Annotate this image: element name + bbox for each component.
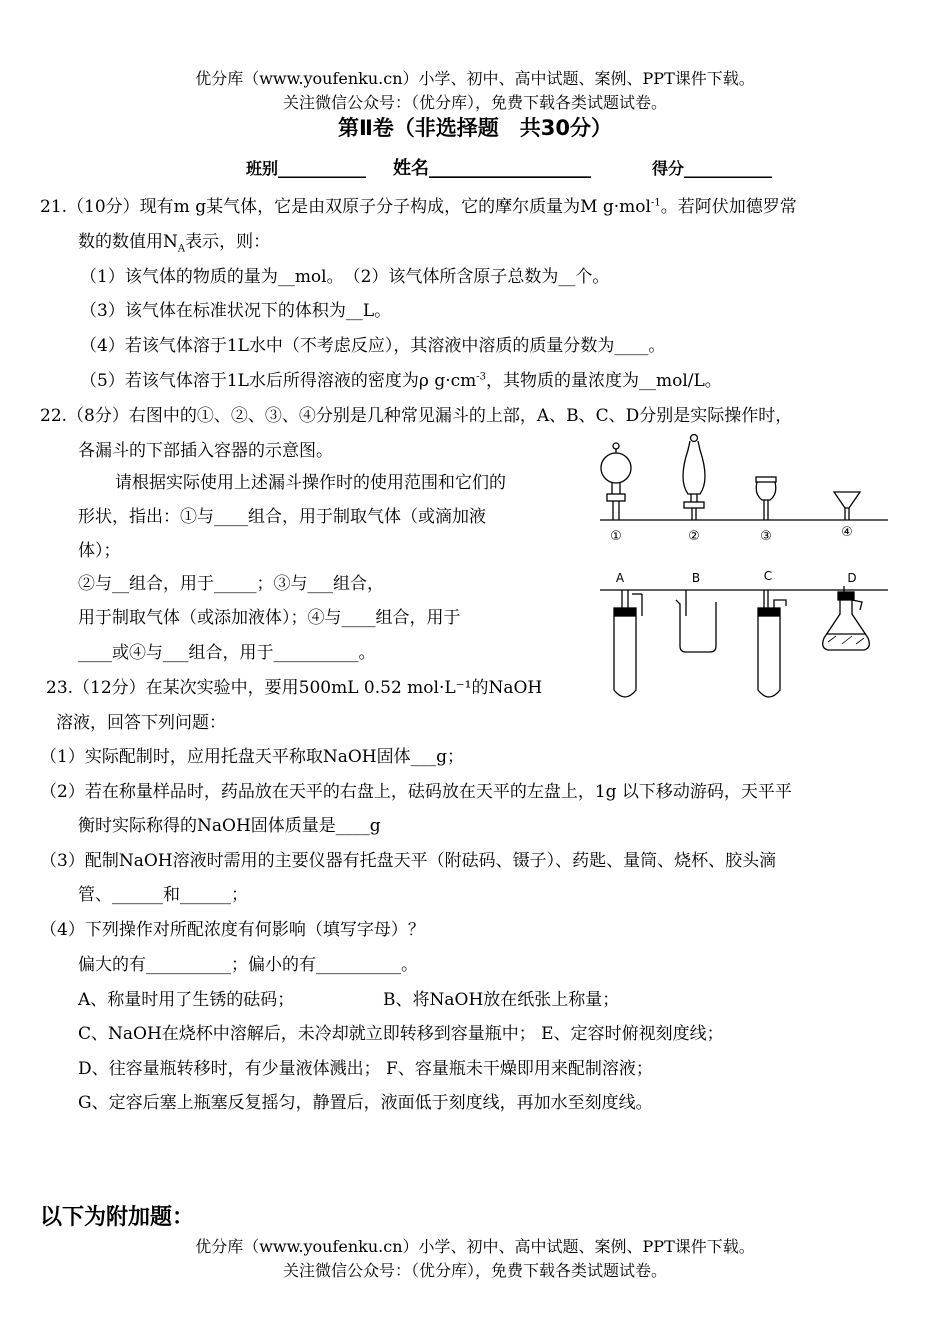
q23-part3: （3）配制NaOH溶液时需用的主要仪器有托盘天平（附砝码、镊子）、药匙、量筒、烧杯、胶头滴 [40,851,777,871]
funnel-3-icon [756,477,776,520]
funnel-label-4: ④ [841,525,853,540]
funnel-2-icon [683,435,705,521]
funnel-1-icon [601,443,631,520]
q23-stem-line2: 溶液，回答下列问题： [56,713,226,733]
class-field: 班别___________ [246,159,367,178]
section-title: 第Ⅱ卷（非选择题 共30分） [337,116,613,140]
q23-part1: （1）实际配制时，应用托盘天平称取NaOH固体___g； [40,747,464,767]
q23-option-a: A、称量时用了生锈的砝码； [78,990,295,1010]
funnel-apparatus-figure [596,430,892,710]
header-line-2: 关注微信公众号：（优分库），免费下载各类试题试卷。 [282,93,667,112]
q22-blank-2-3: ②与__组合，用于_____；③与___组合， [78,574,384,594]
q22-blank-1-cont: 体）； [78,541,121,561]
q23-part3-cont: 管、______和______； [78,885,248,905]
q23-stem: 23.（12分）在某次实验中，要用500mL 0.52 mol·L⁻¹的NaOH [46,678,543,698]
q22-instruction: 请根据实际使用上述漏斗操作时的使用范围和它们的 [115,473,506,493]
score-field: 得分___________ [652,159,773,178]
q21-stem: 21.（10分）现有m g某气体，它是由双原子分子构成，它的摩尔质量为M g·mol$^{-1}$。若阿伏加德罗常 [40,197,797,217]
funnel-label-1: ① [610,529,622,544]
container-label-c: C [763,569,773,583]
footer-line-2: 关注微信公众号：（优分库），免费下载各类试题试卷。 [282,1261,667,1280]
container-a-icon [614,590,642,697]
container-label-b: B [691,571,701,585]
q22-blank-4: 用于制取气体（或添加液体）；④与____组合，用于 [78,608,461,628]
container-label-d: D [847,571,857,585]
q23-part2-cont: 衡时实际称得的NaOH固体质量是____g [78,816,381,836]
appendix-title: 以下为附加题： [40,1205,195,1230]
header-line-1: 优分库（www.youfenku.cn）小学、初中、高中试题、案例、PPT课件下载。 [195,69,755,88]
funnel-label-2: ② [688,529,700,544]
q21-part4: （4）若该气体溶于1L水中（不考虑反应），其溶液中溶质的质量分数为____。 [80,336,666,356]
q21-stem-line2: 数的数值用$N_A$表示，则： [78,232,271,255]
q22-stem-line2: 各漏斗的下部插入容器的示意图。 [78,441,333,461]
container-label-a: A [615,571,625,585]
q21-part5: （5）若该气体溶于1L水后所得溶液的密度为ρ $g\cdot cm^{-3}$，其物质的量浓度为__mol/L。 [80,371,722,391]
q23-option-c-e: C、NaOH在烧杯中溶解后，未冷却就立即转移到容量瓶中； E、定容时俯视刻度线； [78,1024,724,1044]
name-field: 姓名__________________ [393,158,591,179]
q22-stem: 22.（8分）右图中的①、②、③、④分别是几种常见漏斗的上部，A、B、C、D分别是实际操作时， [40,406,793,426]
q23-part4: （4）下列操作对所配浓度有何影响（填写字母）？ [40,920,425,940]
q22-blank-5: ____或④与___组合，用于__________。 [78,643,376,663]
q21-part3: （3）该气体在标准状况下的体积为__L。 [80,301,392,321]
q22-blank-1: 形状，指出：①与____组合，用于制取气体（或滴加液 [78,507,486,527]
container-d-icon [823,586,870,650]
container-b-icon [676,590,716,652]
q21-part1-2: （1）该气体的物质的量为__mol。 （2）该气体所含原子总数为__个。 [80,267,610,287]
q23-option-g: G、定容后塞上瓶塞反复摇匀，静置后，液面低于刻度线，再加水至刻度线。 [78,1093,653,1113]
q23-option-d-f: D、往容量瓶转移时，有少量液体溅出； F、容量瓶未干燥即用来配制溶液； [78,1059,653,1079]
q23-option-b: B、将NaOH放在纸张上称量； [383,990,620,1010]
footer-line-1: 优分库（www.youfenku.cn）小学、初中、高中试题、案例、PPT课件下载。 [195,1237,755,1256]
q23-part4-answer: 偏大的有__________；偏小的有__________。 [78,955,418,975]
funnel-label-3: ③ [760,529,772,544]
q23-part2: （2）若在称量样品时，药品放在天平的右盘上，砝码放在天平的左盘上，1g 以下移动游码，天平平 [40,782,792,802]
funnel-4-icon [834,492,860,520]
container-c-icon [758,590,786,697]
